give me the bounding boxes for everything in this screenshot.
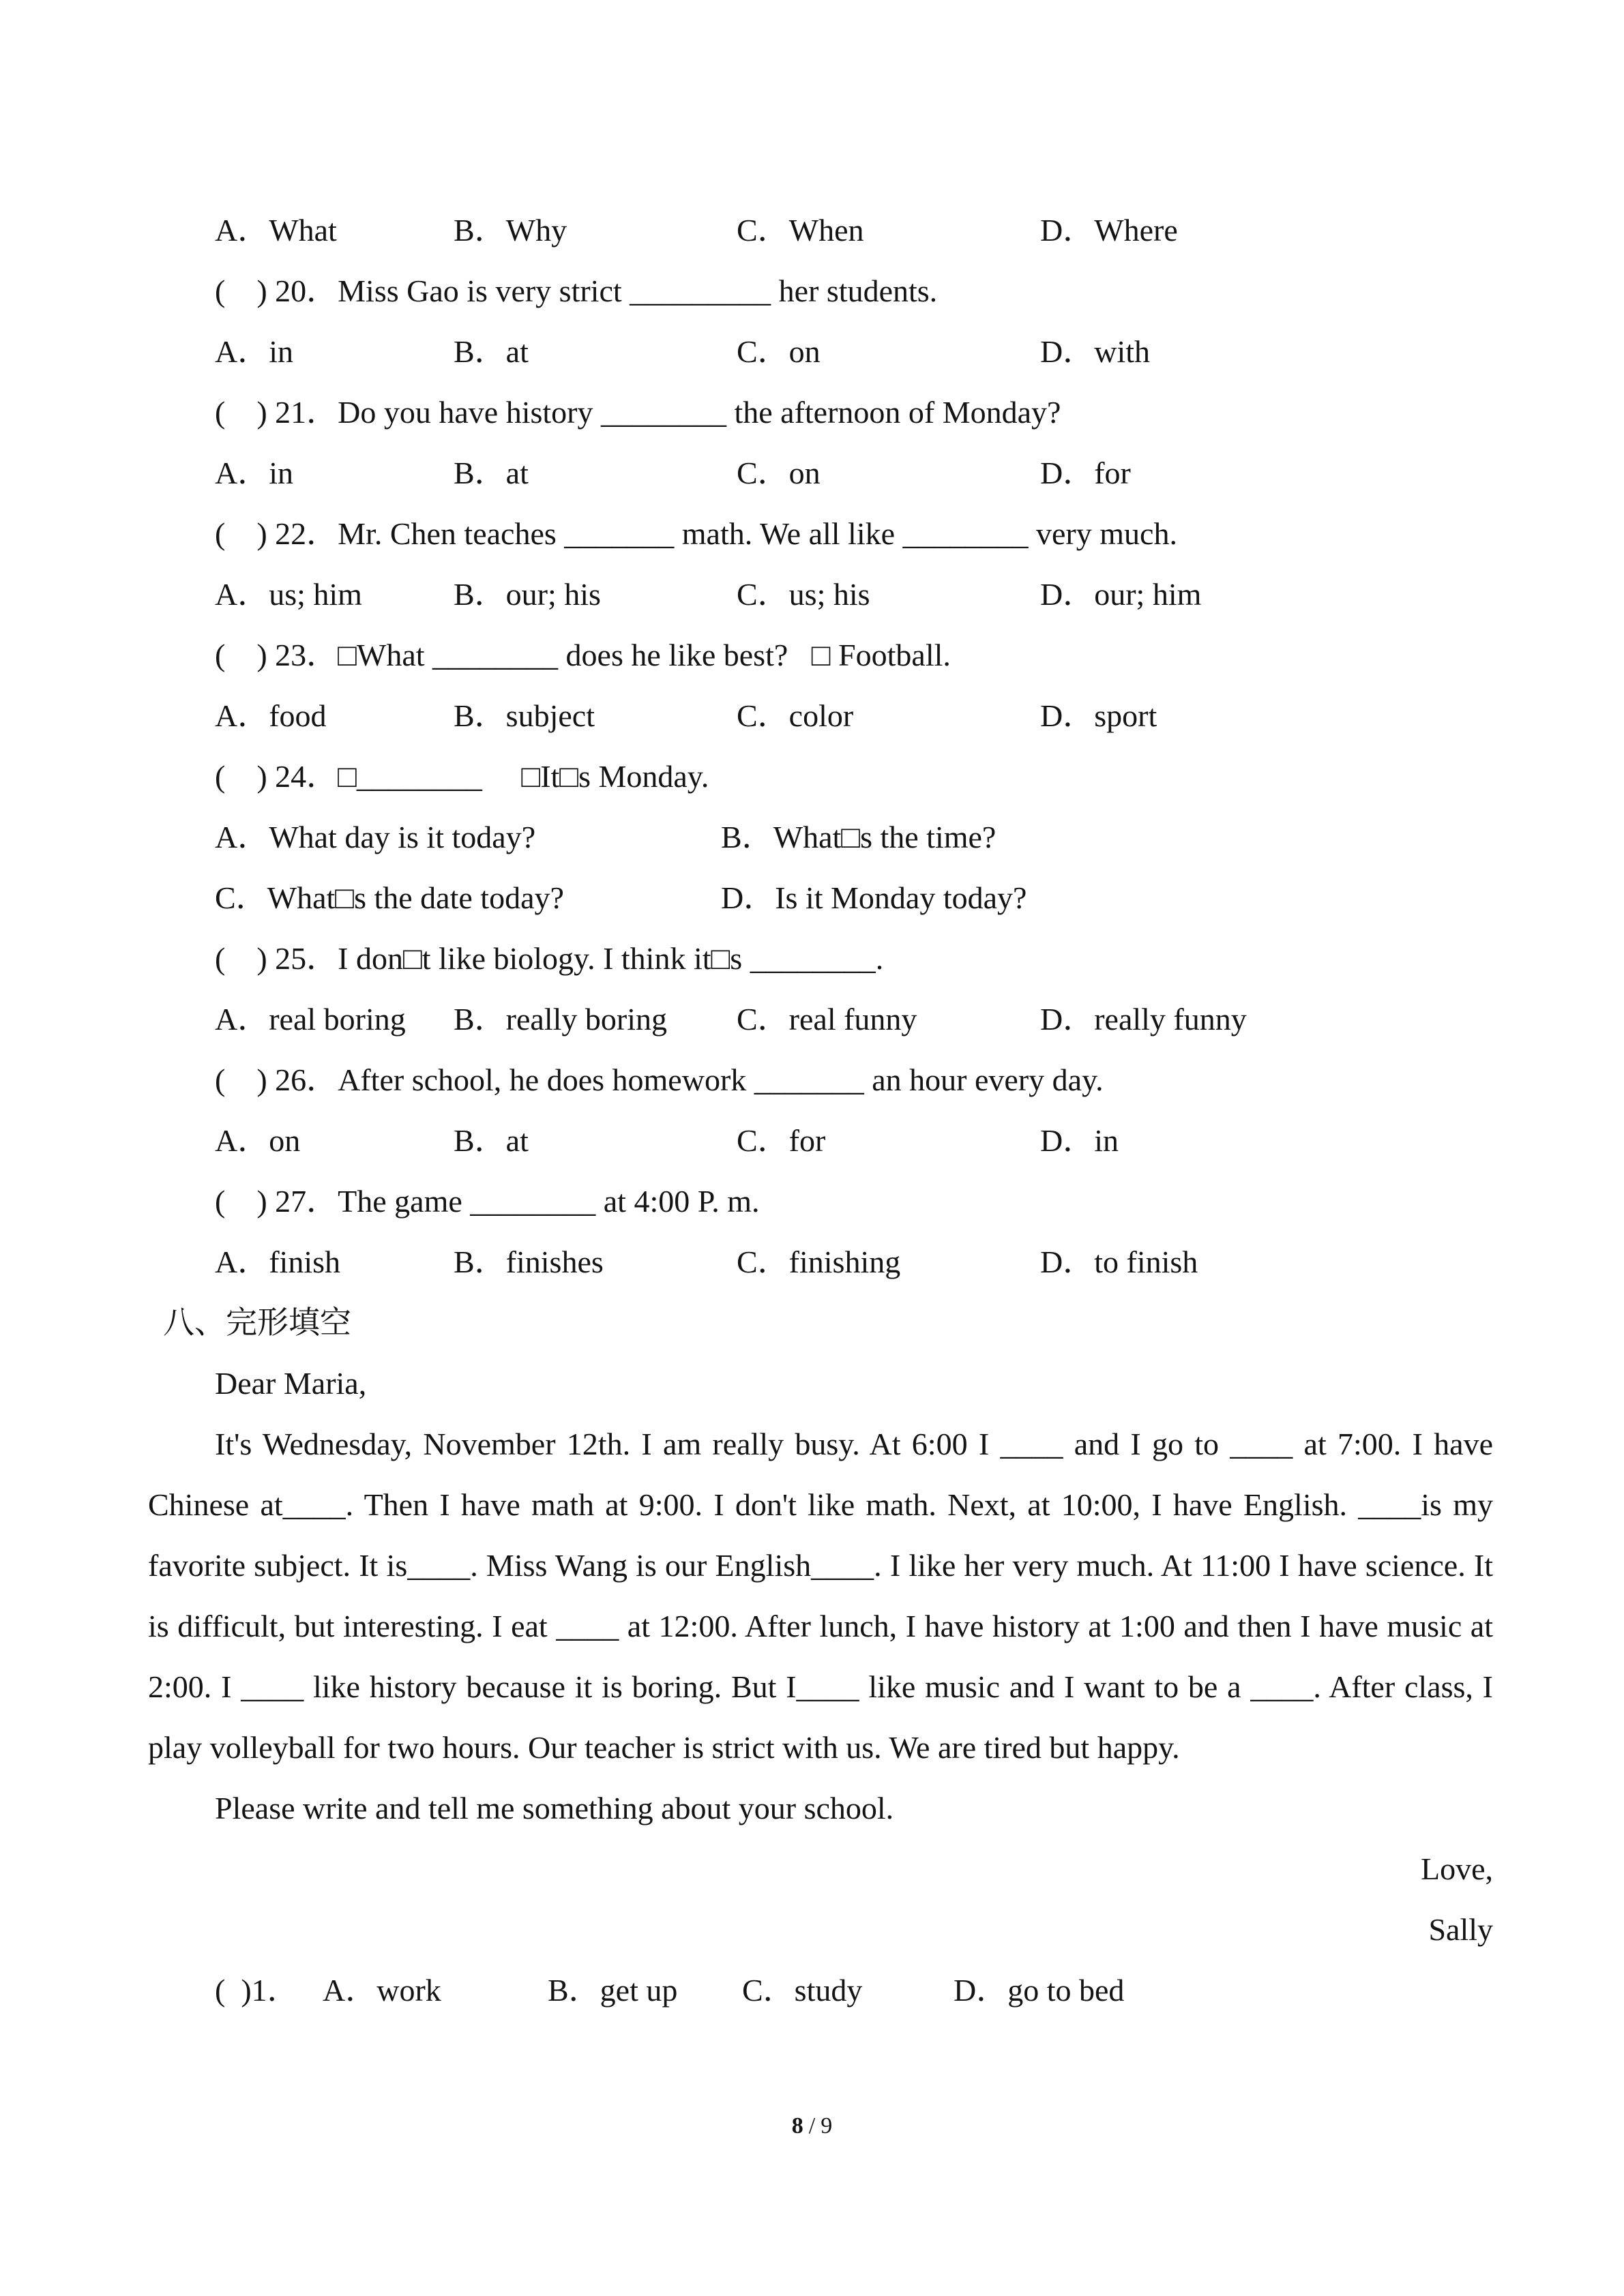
option-d: D．really funny: [1040, 1002, 1247, 1037]
option-b: B．get up: [548, 1973, 678, 2008]
footer-separator: /: [808, 2113, 816, 2138]
letter-salutation: Dear Maria,: [215, 1366, 367, 1401]
q22-stem: ( ) 22．Mr. Chen teaches _______ math. We all like ________ very much.: [215, 516, 1177, 551]
option-b: B．really boring: [454, 1002, 667, 1037]
option-d: D．for: [1040, 456, 1131, 490]
q23-stem: ( ) 23．□What ________ does he like best? □ Football.: [215, 638, 951, 672]
q23-options: [215, 685, 1493, 746]
letter-closing-line: Please write and tell me something about your school.: [215, 1791, 894, 1825]
option-a: A．in: [215, 456, 293, 490]
section-heading-cloze: 八、完形填空: [163, 1305, 351, 1340]
option-c: C．When: [737, 213, 864, 248]
option-b: B．our; his: [454, 577, 601, 612]
page-footer: [0, 2111, 1624, 2141]
multiple-choice-section: [148, 200, 1493, 1292]
option-a: A．What: [215, 213, 337, 248]
option-c: C．real funny: [737, 1002, 917, 1037]
option-d: D．in: [1040, 1123, 1119, 1158]
cloze-q1: [215, 1960, 1493, 2021]
option-c: C．color: [737, 698, 854, 733]
q25-options: [215, 989, 1493, 1049]
q26-stem: ( ) 26．After school, he does homework _______ an hour every day.: [215, 1062, 1104, 1097]
option-b: B．finishes: [454, 1244, 604, 1279]
cloze-q1-number: ( )1．: [215, 1973, 299, 2008]
option-a: A．real boring: [215, 1002, 406, 1037]
q27-stem: ( ) 27．The game ________ at 4:00 P. m.: [215, 1184, 760, 1219]
option-c: C．What□s the date today?: [215, 880, 564, 915]
option-a: A．finish: [215, 1244, 340, 1279]
q20-options: [215, 321, 1493, 382]
letter-signature: Sally: [1428, 1912, 1493, 1947]
q24-stem: ( ) 24．□________ □It□s Monday.: [215, 759, 709, 794]
option-b: B．subject: [454, 698, 595, 733]
option-d: D．sport: [1040, 698, 1157, 733]
option-d: D．our; him: [1040, 577, 1202, 612]
q20-stem: ( ) 20．Miss Gao is very strict _________ her students.: [215, 273, 938, 308]
option-d: D．to finish: [1040, 1244, 1198, 1279]
footer-page-current: 8: [791, 2113, 803, 2138]
option-c: C．for: [737, 1123, 826, 1158]
option-a: A．on: [215, 1123, 301, 1158]
q21-options: [215, 443, 1493, 503]
option-c: C．us; his: [737, 577, 870, 612]
option-c: C．on: [737, 334, 821, 369]
option-a: A．us; him: [215, 577, 362, 612]
q25-stem: ( ) 25．I don□t like biology. I think it□s ________.: [215, 941, 884, 976]
option-c: C．on: [737, 456, 821, 490]
option-d: D．Where: [1040, 213, 1178, 248]
option-b: B．at: [454, 334, 529, 369]
option-d: D．go to bed: [954, 1973, 1125, 2008]
option-b: B．What□s the time?: [721, 820, 996, 854]
option-b: B．at: [454, 1123, 529, 1158]
q21-stem: ( ) 21．Do you have history ________ the afternoon of Monday?: [215, 395, 1061, 430]
q26-options: [215, 1110, 1493, 1171]
option-a: A．work: [323, 1973, 441, 2008]
option-d: D．with: [1040, 334, 1150, 369]
option-a: A．in: [215, 334, 293, 369]
option-b: B．Why: [454, 213, 567, 248]
option-a: A．food: [215, 698, 327, 733]
option-b: B．at: [454, 456, 529, 490]
option-c: C．study: [742, 1973, 863, 2008]
q27-options: [215, 1232, 1493, 1292]
letter-body: It's Wednesday, November 12th. I am really busy. At 6:00 I ____ and I go to ____ at 7:00. I have Chinese at____. Then I have math at 9:00. I don't like math. Next, at 10:00, I have English. ____is my favorite subject. It is____. Miss Wang is our English____. I like her very much. At 11:00 I have science. It is difficult, but interesting. I eat ____ at 12:00. After lunch, I have history at 1:00 and then I have music at 2:00. I ____ like history because it is boring. But I____ like music and I want to be a ____. After class, I play volleyball for two hours. Our teacher is strict with us. We are tired but happy.: [148, 1427, 1493, 1765]
option-c: C．finishing: [737, 1244, 901, 1279]
q22-options: [215, 564, 1493, 625]
footer-page-total: 9: [821, 2113, 833, 2138]
q19-options-carryover: [215, 200, 1493, 260]
option-d: D．Is it Monday today?: [721, 880, 1027, 915]
option-a: A．What day is it today?: [215, 820, 536, 854]
cloze-section: [148, 1292, 1493, 2021]
cloze-letter: [148, 1353, 1493, 1960]
letter-valediction: Love,: [1420, 1851, 1493, 1886]
q24-options-row-1: [215, 807, 1493, 867]
q24-options-row-2: [215, 867, 1493, 928]
